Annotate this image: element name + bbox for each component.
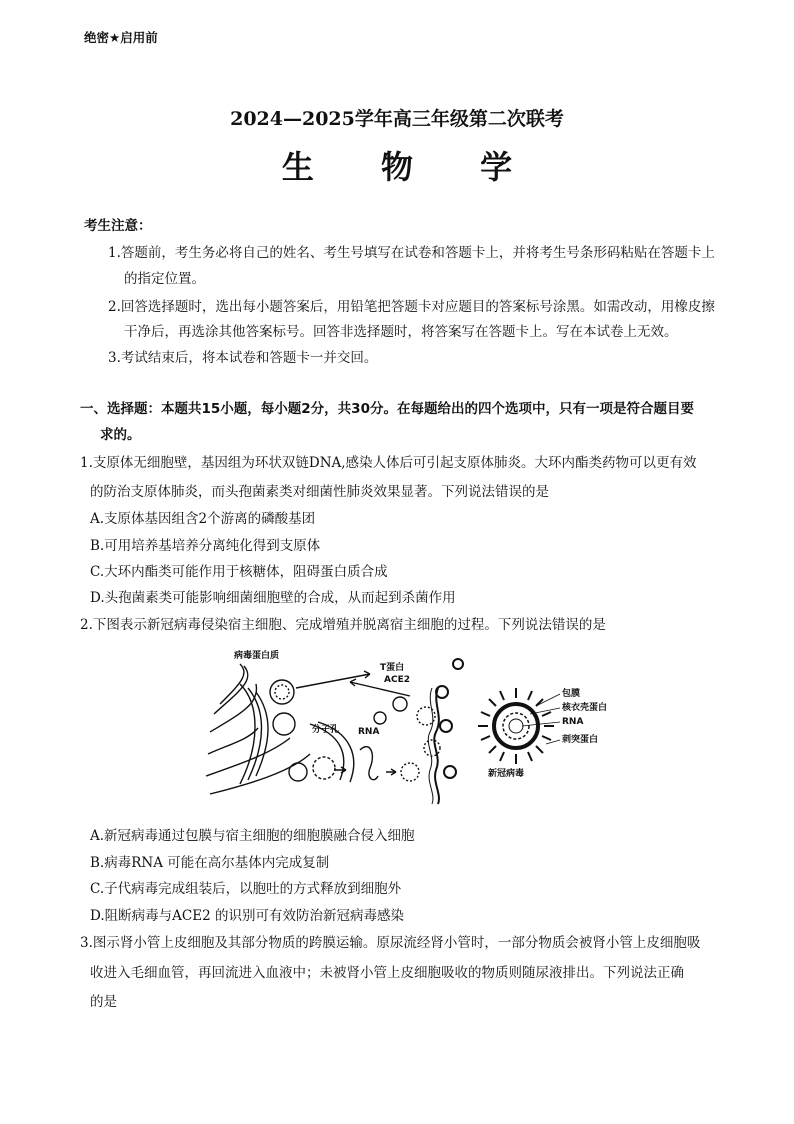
exam-title: 2024—2025学年高三年级第二次联考 [230,108,564,130]
cell-membrane-inner [428,688,433,804]
q2-stem: 2.下图表示新冠病毒侵染宿主细胞、完成增殖并脱离宿主细胞的过程。下列说法错误的是 [80,617,606,633]
q2-option-c: C.子代病毒完成组装后，以胞吐的方式释放到细胞外 [90,881,402,897]
cell-membrane [434,688,439,804]
notice-item-1-line-1: 1.答题前，考生务必将自己的姓名、考生号填写在试卷和答题卡上，并将考生号条形码粘贴在答题卡上 [108,245,715,261]
q3-stem-line-1: 3.图示肾小管上皮细胞及其部分物质的跨膜运输。原尿流经肾小管时，一部分物质会被肾小管上皮细胞吸 [80,935,701,951]
vesicle [273,713,295,735]
label-viral-protein: 病毒蛋白质 [234,651,280,661]
vesicle [393,697,407,711]
q2-option-d: D.阻断病毒与ACE2 的识别可有效防治新冠病毒感染 [90,908,404,924]
notice-heading: 考生注意： [84,218,152,234]
small-virus [444,766,456,778]
label-capsid: 核衣壳蛋白 [562,703,608,713]
virus-envelope [494,704,538,748]
vesicle [313,757,335,779]
vesicle [401,763,419,781]
label-t-protein: T蛋白 [380,663,405,673]
q2-option-b: B.病毒RNA 可能在高尔基体内完成复制 [90,855,330,871]
arrow [386,769,396,775]
arrow [296,671,370,688]
q1-option-b: B.可用培养基培养分离纯化得到支原体 [90,538,321,554]
small-virus [453,659,463,669]
section-1-heading-line-2: 求的。 [100,427,141,443]
label-spike: 刺突蛋白 [562,735,599,745]
virus-infection-figure [200,644,610,808]
secret-mark: 绝密★启用前 [84,30,158,45]
vesicle-inner [275,685,289,699]
label-envelope: 包膜 [562,689,581,699]
vesicle [374,712,386,724]
vesicle [289,763,307,781]
label-rna-right: RNA [562,717,584,727]
spike-proteins [478,688,554,764]
q3-stem-line-3: 的是 [90,994,117,1010]
subject-title: 生 物 学 [281,148,541,186]
q2-option-a: A.新冠病毒通过包膜与宿主细胞的细胞膜融合侵入细胞 [90,828,415,844]
label-virus-name: 新冠病毒 [488,769,525,779]
label-ace2: ACE2 [384,675,410,685]
arrow [334,767,346,773]
notice-item-3: 3.考试结束后，将本试卷和答题卡一并交回。 [108,350,378,366]
virus-illustration [436,659,560,778]
vesicle [270,680,294,704]
er-tube [360,747,378,780]
q1-stem-line-2: 的防治支原体肺炎，而头孢菌素类对细菌性肺炎效果显著。下列说法错误的是 [90,484,549,500]
q1-option-a: A.支原体基因组含2个游离的磷酸基团 [90,511,316,527]
section-1-heading-line-1: 一、选择题：本题共15小题，每小题2分，共30分。在每题给出的四个选项中，只有一项是符合题目要 [80,401,694,417]
notice-item-2-line-1: 2.回答选择题时，选出每小题答案后，用铅笔把答题卡对应题目的答案标号涂黑。如需改动，用橡皮擦 [108,299,715,315]
label-rna-center: RNA [358,727,380,737]
q1-option-c: C.大环内酯类可能作用于核糖体，阻碍蛋白质合成 [90,564,388,580]
small-virus [440,720,452,732]
notice-item-2-line-2: 干净后，再选涂其他答案标号。回答非选择题时，将答案写在答题卡上。写在本试卷上无效。 [124,324,678,340]
q1-stem-line-1: 1.支原体无细胞壁，基因组为环状双链DNA,感染人体后可引起支原体肺炎。大环内酯类药物可以更有效 [80,455,697,471]
virus-rna [509,719,523,733]
label-pore: 分子孔 [312,725,340,735]
notice-item-1-line-2: 的指定位置。 [124,271,205,287]
q1-option-d: D.头孢菌素类可能影响细菌细胞壁的合成，从而起到杀菌作用 [90,590,456,606]
q3-stem-line-2: 收进入毛细血管，再回流进入血液中；未被肾小管上皮细胞吸收的物质则随尿液排出。下列说法正确 [90,965,684,981]
